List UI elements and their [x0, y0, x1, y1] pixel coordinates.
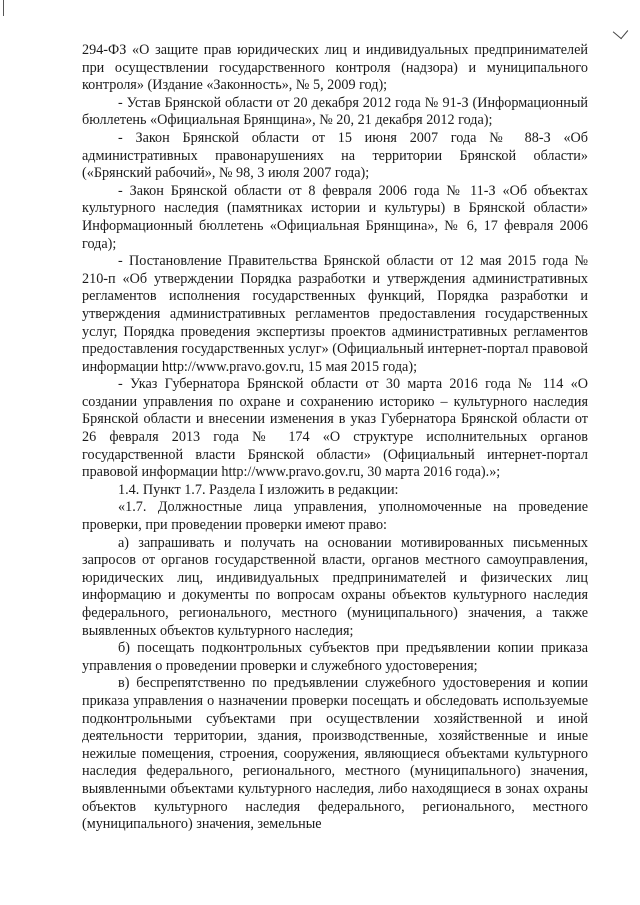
paragraph-subitem-b: б) посещать подконтрольных субъектов при предъявлении копии приказа управления о проведении проверки и служебного удостоверения; [82, 640, 588, 674]
paragraph-decree-114: - Указ Губернатора Брянской области от 30 марта 2016 года № 114 «О создании управления по охране и сохранению историко – культурного наследия Брянской области и внесении изменения в указ Губернатора Брянской области от 26 февраля 2013 года № 174 «О структуре исполнительных органов государственной власти Брянской области» (Официальный интернет-портал правовой информации http://www.pravo.gov.ru, 30 марта 2016 года).»; [82, 376, 588, 481]
paragraph-law-88: - Закон Брянской области от 15 июня 2007 года № 88-З «Об административных правонарушениях на территории Брянской области» («Брянский рабочий», № 98, 3 июля 2007 года); [82, 129, 588, 182]
paragraph-subitem-a: а) запрашивать и получать на основании мотивированных письменных запросов от органов государственной власти, органов местного самоуправления, юридических лиц, индивидуальных предпринимателей и физических лиц информацию и документы по вопросам охраны объектов культурного наследия федерального, регионального, местного (муниципального) значения, а также выявленных объектов культурного наследия; [82, 534, 588, 639]
document-page [82, 42, 588, 834]
paragraph-charter: - Устав Брянской области от 20 декабря 2012 года № 91-З (Информационный бюллетень «Официальная Брянщина», № 20, 21 декабря 2012 года); [82, 94, 588, 129]
paragraph-subitem-v: в) беспрепятственно по предъявлении служебного удостоверения и копии приказа управления о назначении проверки посещать и обследовать используемые подконтрольными субъектами при осуществлении хозяйственной и иной деятельности территории, здания, производственные, хозяйственные и иные нежилые помещения, строения, сооружения, являющиеся объектами культурного наследия федерального, регионального, местного (муниципального) значения, выявленными объектами культурного наследия, либо находящиеся в зонах охраны объектов культурного наследия федерального, регионального, местного (муниципального) значения, земельные [82, 675, 588, 833]
paragraph-law-11: - Закон Брянской области от 8 февраля 2006 года № 11-З «Об объектах культурного наследия (памятниках истории и культуры) в Брянской области» Информационный бюллетень «Официальная Брянщина», № 6, 17 февраля 2006 года); [82, 182, 588, 252]
paragraph-item-1-4: 1.4. Пункт 1.7. Раздела I изложить в редакции: [118, 481, 399, 498]
paragraph-resolution-210: - Постановление Правительства Брянской области от 12 мая 2015 года № 210-п «Об утверждении Порядка разработки и утверждения административных регламентов исполнения государственных функций, Порядка разработки и утверждения административных регламентов предоставления государственных услуг, Порядка проведения экспертизы проектов административных регламентов предоставления государственных услуг» (Официальный интернет-портал правовой информации http://www.pravo.gov.ru, 15 мая 2015 года); [82, 253, 588, 375]
scan-edge-mark [3, 0, 4, 16]
paragraph-law-294: 294-ФЗ «О защите прав юридических лиц и индивидуальных предпринимателей при осуществлении государственного контроля (надзора) и муниципального контроля» (Издание «Законность», № 5, 2009 год); [82, 42, 588, 94]
paragraph-item-1-7: «1.7. Должностные лица управления, уполномоченные на проведение проверки, при проведении проверки имеют право: [82, 499, 588, 534]
handwritten-tick-mark [613, 24, 628, 39]
